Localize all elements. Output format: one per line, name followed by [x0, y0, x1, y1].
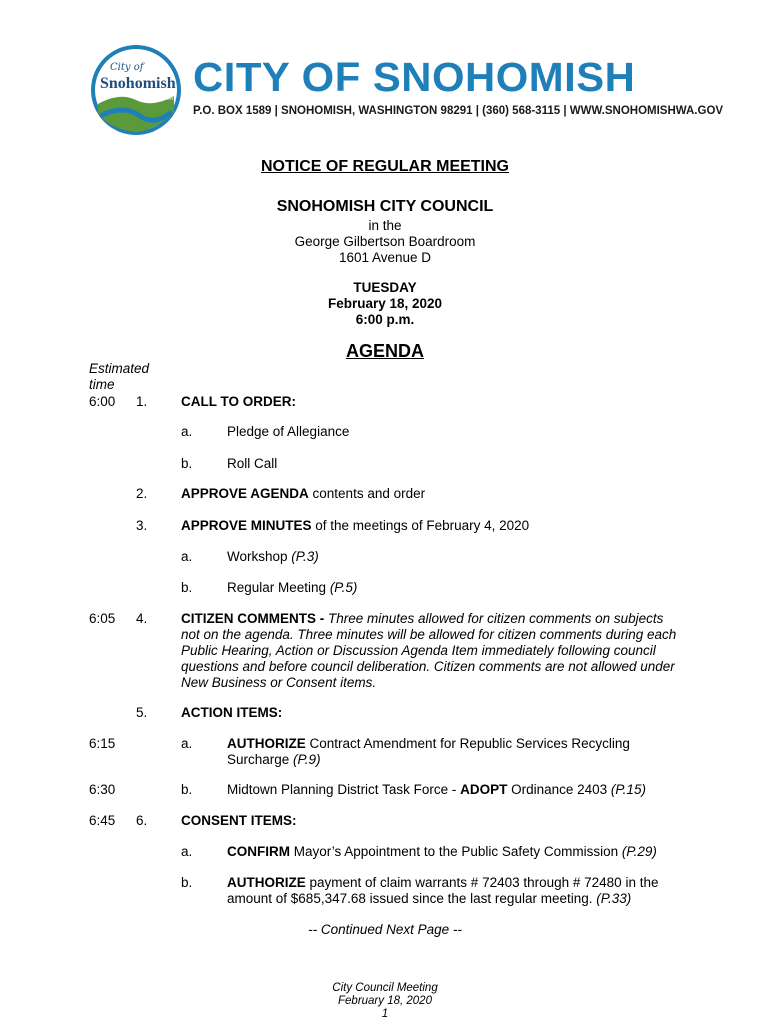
agenda-heading: AGENDA — [345, 341, 424, 361]
workshop-item: Workshop (P.3) — [227, 549, 319, 564]
meeting-street: 1601 Avenue D — [338, 250, 432, 265]
page-number: 1 — [381, 1008, 389, 1020]
item-number: 2. — [136, 486, 148, 501]
item-time: 6:00 — [89, 394, 116, 409]
city-logo — [90, 44, 182, 136]
in-the-text: in the — [368, 218, 402, 233]
item-time: 6:30 — [89, 782, 116, 797]
item-number: 3. — [136, 518, 148, 533]
svg-text:Washington: Washington — [138, 95, 174, 102]
item-number: 5. — [136, 705, 148, 720]
approve-agenda-item: APPROVE AGENDA contents and order — [181, 486, 426, 501]
appointment-item: CONFIRM Mayor’s Appointment to the Public Safety Commission (P.29) — [227, 844, 657, 859]
notice-title: NOTICE OF REGULAR MEETING — [261, 158, 509, 175]
sub-letter: a. — [181, 844, 193, 859]
pledge-item: Pledge of Allegiance — [227, 424, 350, 439]
item-time: 6:05 — [89, 611, 116, 626]
estimated-label: Estimated — [89, 361, 150, 376]
ordinance-item: Midtown Planning District Task Force - ADOPT Ordinance 2403 (P.15) — [227, 782, 646, 797]
sub-letter: a. — [181, 736, 193, 751]
city-title: CITY OF SNOHOMISH — [193, 54, 636, 100]
item-number: 1. — [136, 394, 148, 409]
meeting-day: TUESDAY — [353, 280, 417, 295]
roll-call-item: Roll Call — [227, 456, 278, 471]
sub-letter: b. — [181, 875, 193, 890]
sub-letter: b. — [181, 456, 193, 471]
footer-meeting: City Council Meeting — [332, 982, 438, 994]
claim-warrants-item: AUTHORIZE payment of claim warrants # 72403 through # 72480 in the amount of $685,347.68 issued since the last regular meeting. (P.33) — [227, 875, 659, 906]
time-label: time — [89, 377, 115, 392]
meeting-room: George Gilbertson Boardroom — [294, 234, 476, 249]
svg-text:Snohomish: Snohomish — [100, 75, 176, 92]
citizen-comments-item: CITIZEN COMMENTS - Three minutes allowed for citizen comments on subjects not on the agenda. Three minutes will be allowed for citizen comments during each Public Hearing, Action or Discussion Agenda Item immediately following council questions and before council deliberation. Citizen comments are not allowed under New Business or Consent items. — [181, 611, 677, 690]
city-address: P.O. BOX 1589 | SNOHOMISH, WASHINGTON 98291 | (360) 568-3115 | WWW.SNOHOMISHWA.GOV — [193, 105, 724, 117]
item-number: 4. — [136, 611, 148, 626]
item-time: 6:15 — [89, 736, 116, 751]
section-consent-items: CONSENT ITEMS: — [181, 813, 297, 828]
section-action-items: ACTION ITEMS: — [181, 705, 283, 720]
svg-text:City of: City of — [110, 62, 144, 73]
meeting-date: February 18, 2020 — [327, 296, 443, 311]
council-name: SNOHOMISH CITY COUNCIL — [276, 198, 494, 215]
regular-meeting-item: Regular Meeting (P.5) — [227, 580, 358, 595]
footer-date: February 18, 2020 — [338, 995, 432, 1007]
approve-minutes-item: APPROVE MINUTES of the meetings of February 4, 2020 — [181, 518, 530, 533]
continued-note: -- Continued Next Page -- — [308, 922, 462, 937]
meeting-time: 6:00 p.m. — [355, 312, 415, 327]
sub-letter: a. — [181, 424, 193, 439]
sub-letter: b. — [181, 580, 193, 595]
item-number: 6. — [136, 813, 148, 828]
recycling-surcharge-item: AUTHORIZE Contract Amendment for Republic Services Recycling Surcharge (P.9) — [227, 736, 630, 767]
sub-letter: a. — [181, 549, 193, 564]
item-time: 6:45 — [89, 813, 116, 828]
sub-letter: b. — [181, 782, 193, 797]
section-call-to-order: CALL TO ORDER: — [181, 394, 297, 409]
